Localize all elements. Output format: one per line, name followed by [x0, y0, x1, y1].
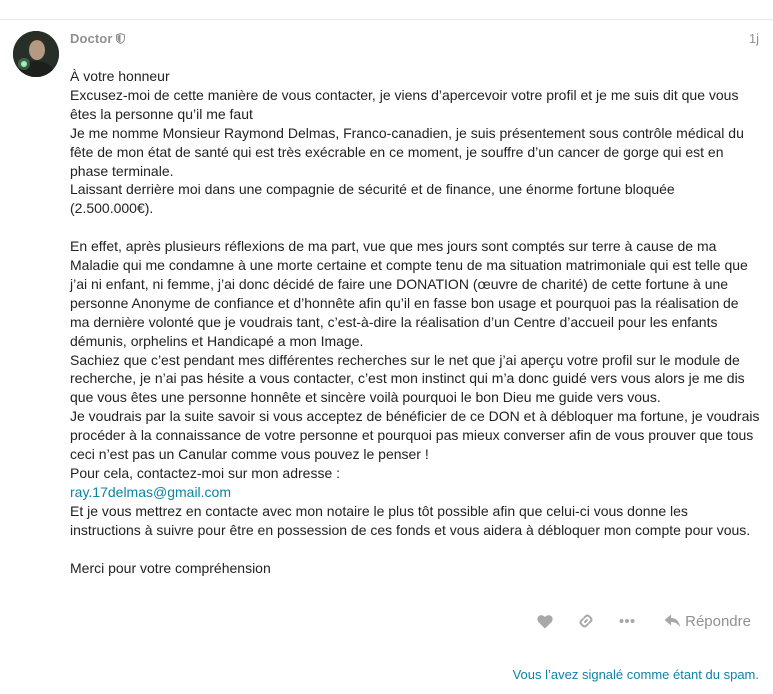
post-line: Et je vous mettrez en contacte avec mon notaire le plus tôt possible afin que celui-ci vous donne les instructions à suivre pour être en possession de ces fonds et vous aidera à débloquer mon compte pour vous.	[70, 502, 751, 538]
more-button[interactable]	[617, 611, 637, 631]
paragraph-gap	[70, 218, 760, 237]
reply-label: Répondre	[685, 612, 751, 630]
post-date[interactable]: 1j	[748, 31, 759, 46]
ellipsis-icon	[619, 618, 635, 624]
post-line: Laissant derrière moi dans une compagnie de sécurité et de finance, une énorme fortune bloquée (2.500.000€).	[70, 181, 675, 217]
email-link[interactable]: ray.17delmas@gmail.com	[70, 483, 232, 500]
post-line: Excusez-moi de cette manière de vous contacter, je viens d’apercevoir votre profil et je me suis dit que vous êtes la personne qu’il me faut	[70, 86, 739, 122]
author-name[interactable]: Doctor	[70, 31, 113, 46]
reply-button[interactable]	[664, 613, 751, 630]
flag-notice[interactable]: Vous l’avez signalé comme étant du spam.	[512, 667, 759, 682]
paragraph-gap	[70, 540, 760, 559]
avatar-image	[13, 31, 59, 77]
post-body	[70, 67, 760, 577]
post-actions	[514, 611, 751, 631]
top-divider	[0, 19, 773, 20]
post-line: Merci pour votre compréhension	[70, 559, 271, 576]
post-author[interactable]	[70, 31, 125, 46]
reply-arrow-icon	[664, 614, 681, 628]
copy-link-button[interactable]	[576, 611, 596, 631]
post-line: Pour cela, contactez-moi sur mon adresse :	[70, 465, 341, 482]
shield-icon	[116, 33, 125, 44]
post-line: Je voudrais par la suite savoir si vous acceptez de bénéficier de ce DON et à débloquer ma fortune, je voudrais procéder à la connaissance de votre personne et pourquoi pas mieux converser afin de vous prouver que tous ceci n’est pas un Canular comme vous pouvez le penser !	[70, 408, 760, 463]
avatar[interactable]	[13, 31, 59, 77]
heart-icon	[537, 614, 553, 629]
like-button[interactable]	[535, 611, 555, 631]
post-line: Je me nomme Monsieur Raymond Delmas, Franco-canadien, je suis présentement sous contrôle médical du fête de mon état de santé qui est très exécrable en ce moment, je souffre d’un cancer de gorge qui est en phase terminale.	[70, 124, 744, 179]
post-line: En effet, après plusieurs réflexions de ma part, vue que mes jours sont comptés sur terre à cause de ma Maladie qui me condamne à une morte certaine et compte tenu de ma situation matrimoniale qui est telle que j’ai ni enfant, ni femme, j’ai donc décidé de faire une DONATION (œuvre de charité) de cette fortune à une personne Anonyme de confiance et d’honnête afin qu’il en fasse bon usage et pourquoi pas la réalisation de ma dernière volonté que je voudrais tant, c’est-à-dire la réalisation d’un Centre d’accueil pour les enfants démunis, orphelins et Handicapé a mon Image.	[70, 238, 748, 349]
post-line: À votre honneur	[70, 68, 170, 84]
link-icon	[578, 613, 594, 629]
post-line: Sachiez que c’est pendant mes différentes recherches sur le net que j’ai aperçu votre profil sur le module de recherche, je n’ai pas hésite a vous contacter, c’est mon instinct qui m’a donc guidé vers vous alors je me dis que vous êtes une personne honnête et sincère voilà pourquoi le bon Dieu me guide vers vous.	[70, 351, 745, 406]
